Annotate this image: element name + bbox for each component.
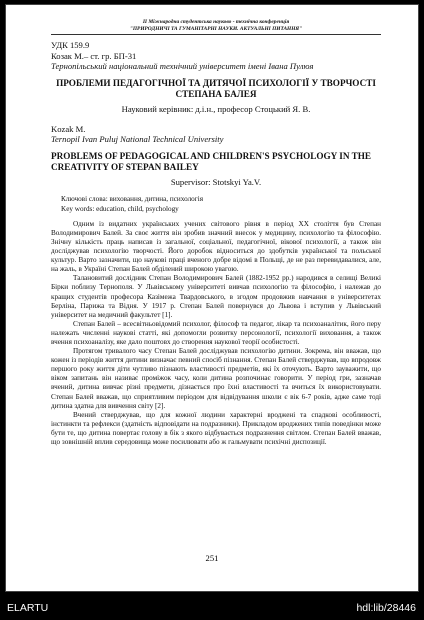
paragraph-2: Талановитий дослідник Степан Володимирович Балей (1882-1952 рр.) народився в селищі Великі Бірки поблизу Тернополя. У Львівському університеті вивчав психологію та філософію, і належав до кращих студентів професора Казімежа Твардовського, в згодом продовжив навчання в університетах Берліна, Парижа та Відня. У 1917 р. Степан Балей повернувся до Львова і вступив у Львівський університет на медичний факультет [1]. <box>51 274 381 319</box>
supervisor-en: Supervisor: Stotskyi Ya.V. <box>170 176 262 187</box>
handle-label: hdl:lib/28446 <box>356 602 416 614</box>
conference-line-2: "ПРИРОДНИЧІ ТА ГУМАНІТАРНІ НАУКИ. АКТУАЛЬНІ ПИТАННЯ" <box>129 25 303 32</box>
institution-ua: Тернопільський національний технічний університет імені Івана Пулюя <box>51 61 314 72</box>
paragraph-3: Степан Балей – всесвітньовідомий психолог, філософ та педагог, лікар та психоаналітик, його перу належать численні наукові статті, які допомогли розвитку персонології, психології виховання, а також вчення психоаналізу, яке дало поштовх до створення наукової теорії особистості. <box>51 319 381 346</box>
repository-label: ELARTU <box>7 602 49 614</box>
keywords-en: Key words: education, child, psychology <box>61 204 179 213</box>
paragraph-5: Вчений стверджував, що для кожної людини характерні вроджені та спадкові особливості, інстинкти та рефлекси (здатність відповідати на подразники). Прикладом вроджених типів поведінки може бути те, що дитина повертає голову в бік з якого відбувається подразнення світлом. Степан Балей вважав, що зовнішній вплив середовища може посилювати або ж гальмувати психічні диспозиції. <box>51 410 381 446</box>
author-ua: Козак М.– ст. гр. БП-31 <box>51 50 137 61</box>
document-page <box>5 4 419 592</box>
title-en: PROBLEMS OF PEDAGOGICAL AND CHILDREN'S PSYCHOLOGY IN THE CREATIVITY OF STEPAN BAILEY <box>51 150 371 172</box>
page-number: 251 <box>205 553 219 563</box>
udk-code: УДК 159.9 <box>51 40 90 51</box>
body-text <box>51 220 381 447</box>
institution-en: Ternopil Ivan Puluj National Technical University <box>51 134 224 145</box>
footer-bar <box>0 600 424 620</box>
paragraph-4: Протягом тривалого часу Степан Балей досліджував психологію дитини. Зокрема, він вважав, що кожен із періодів життя дитини визначає певний спосіб пізнання. Степан Балей стверджував, що впродовж першого року життя діти чутливо пізнають властивості предметів, які їх оточують. Варто зауважити, що віком запитань він називає проміжок часу, коли дитина розпочинає говорити. У період гри, зазначав вчений, дитина вивчає різні предмети, дізнається про їхні властивості та вчиться їх використовувати. Степан Балей вважав, що сприятливим періодом для відвідування школи є вік 6-7 років, адже саме тоді дитина здатна для вивчення світу [2]. <box>51 347 381 410</box>
keywords-ua: Ключові слова: виховання, дитина, психологія <box>61 195 204 204</box>
page-content <box>51 19 381 447</box>
conference-line-1: ІІ Міжнародна студентська науково - технічна конференція <box>142 19 290 25</box>
author-en: Kozak M. <box>51 123 86 134</box>
title-ua: ПРОБЛЕМИ ПЕДАГОГІЧНОЇ ТА ДИТЯЧОЇ ПСИХОЛОГІЇ У ТВОРЧОСТІ СТЕПАНА БАЛЕЯ <box>56 77 376 99</box>
conference-header <box>51 19 381 32</box>
header-rule <box>51 34 381 35</box>
supervisor-ua: Науковий керівник: д.і.н., професор Стоцький Я. В. <box>121 103 311 114</box>
paragraph-1: Одним із видатних українських учених світового рівня в період XX століття був Степан Володимирович Балей. За своє життя він зробив значний внесок у медицину, психологію та філософію. Знічну кількість праць написав із загальної, соціальної, педагогічної, вікової психології, а також він досліджував психологію творчості. Його доробок відноситься до здобутків української та польської культур. Варто зазначити, що наукові праці вченого добре відомі в Польщі, де не раз перевидавалися, але, на жаль, в Україні Степан Балей обділений широкою увагою. <box>51 219 381 274</box>
